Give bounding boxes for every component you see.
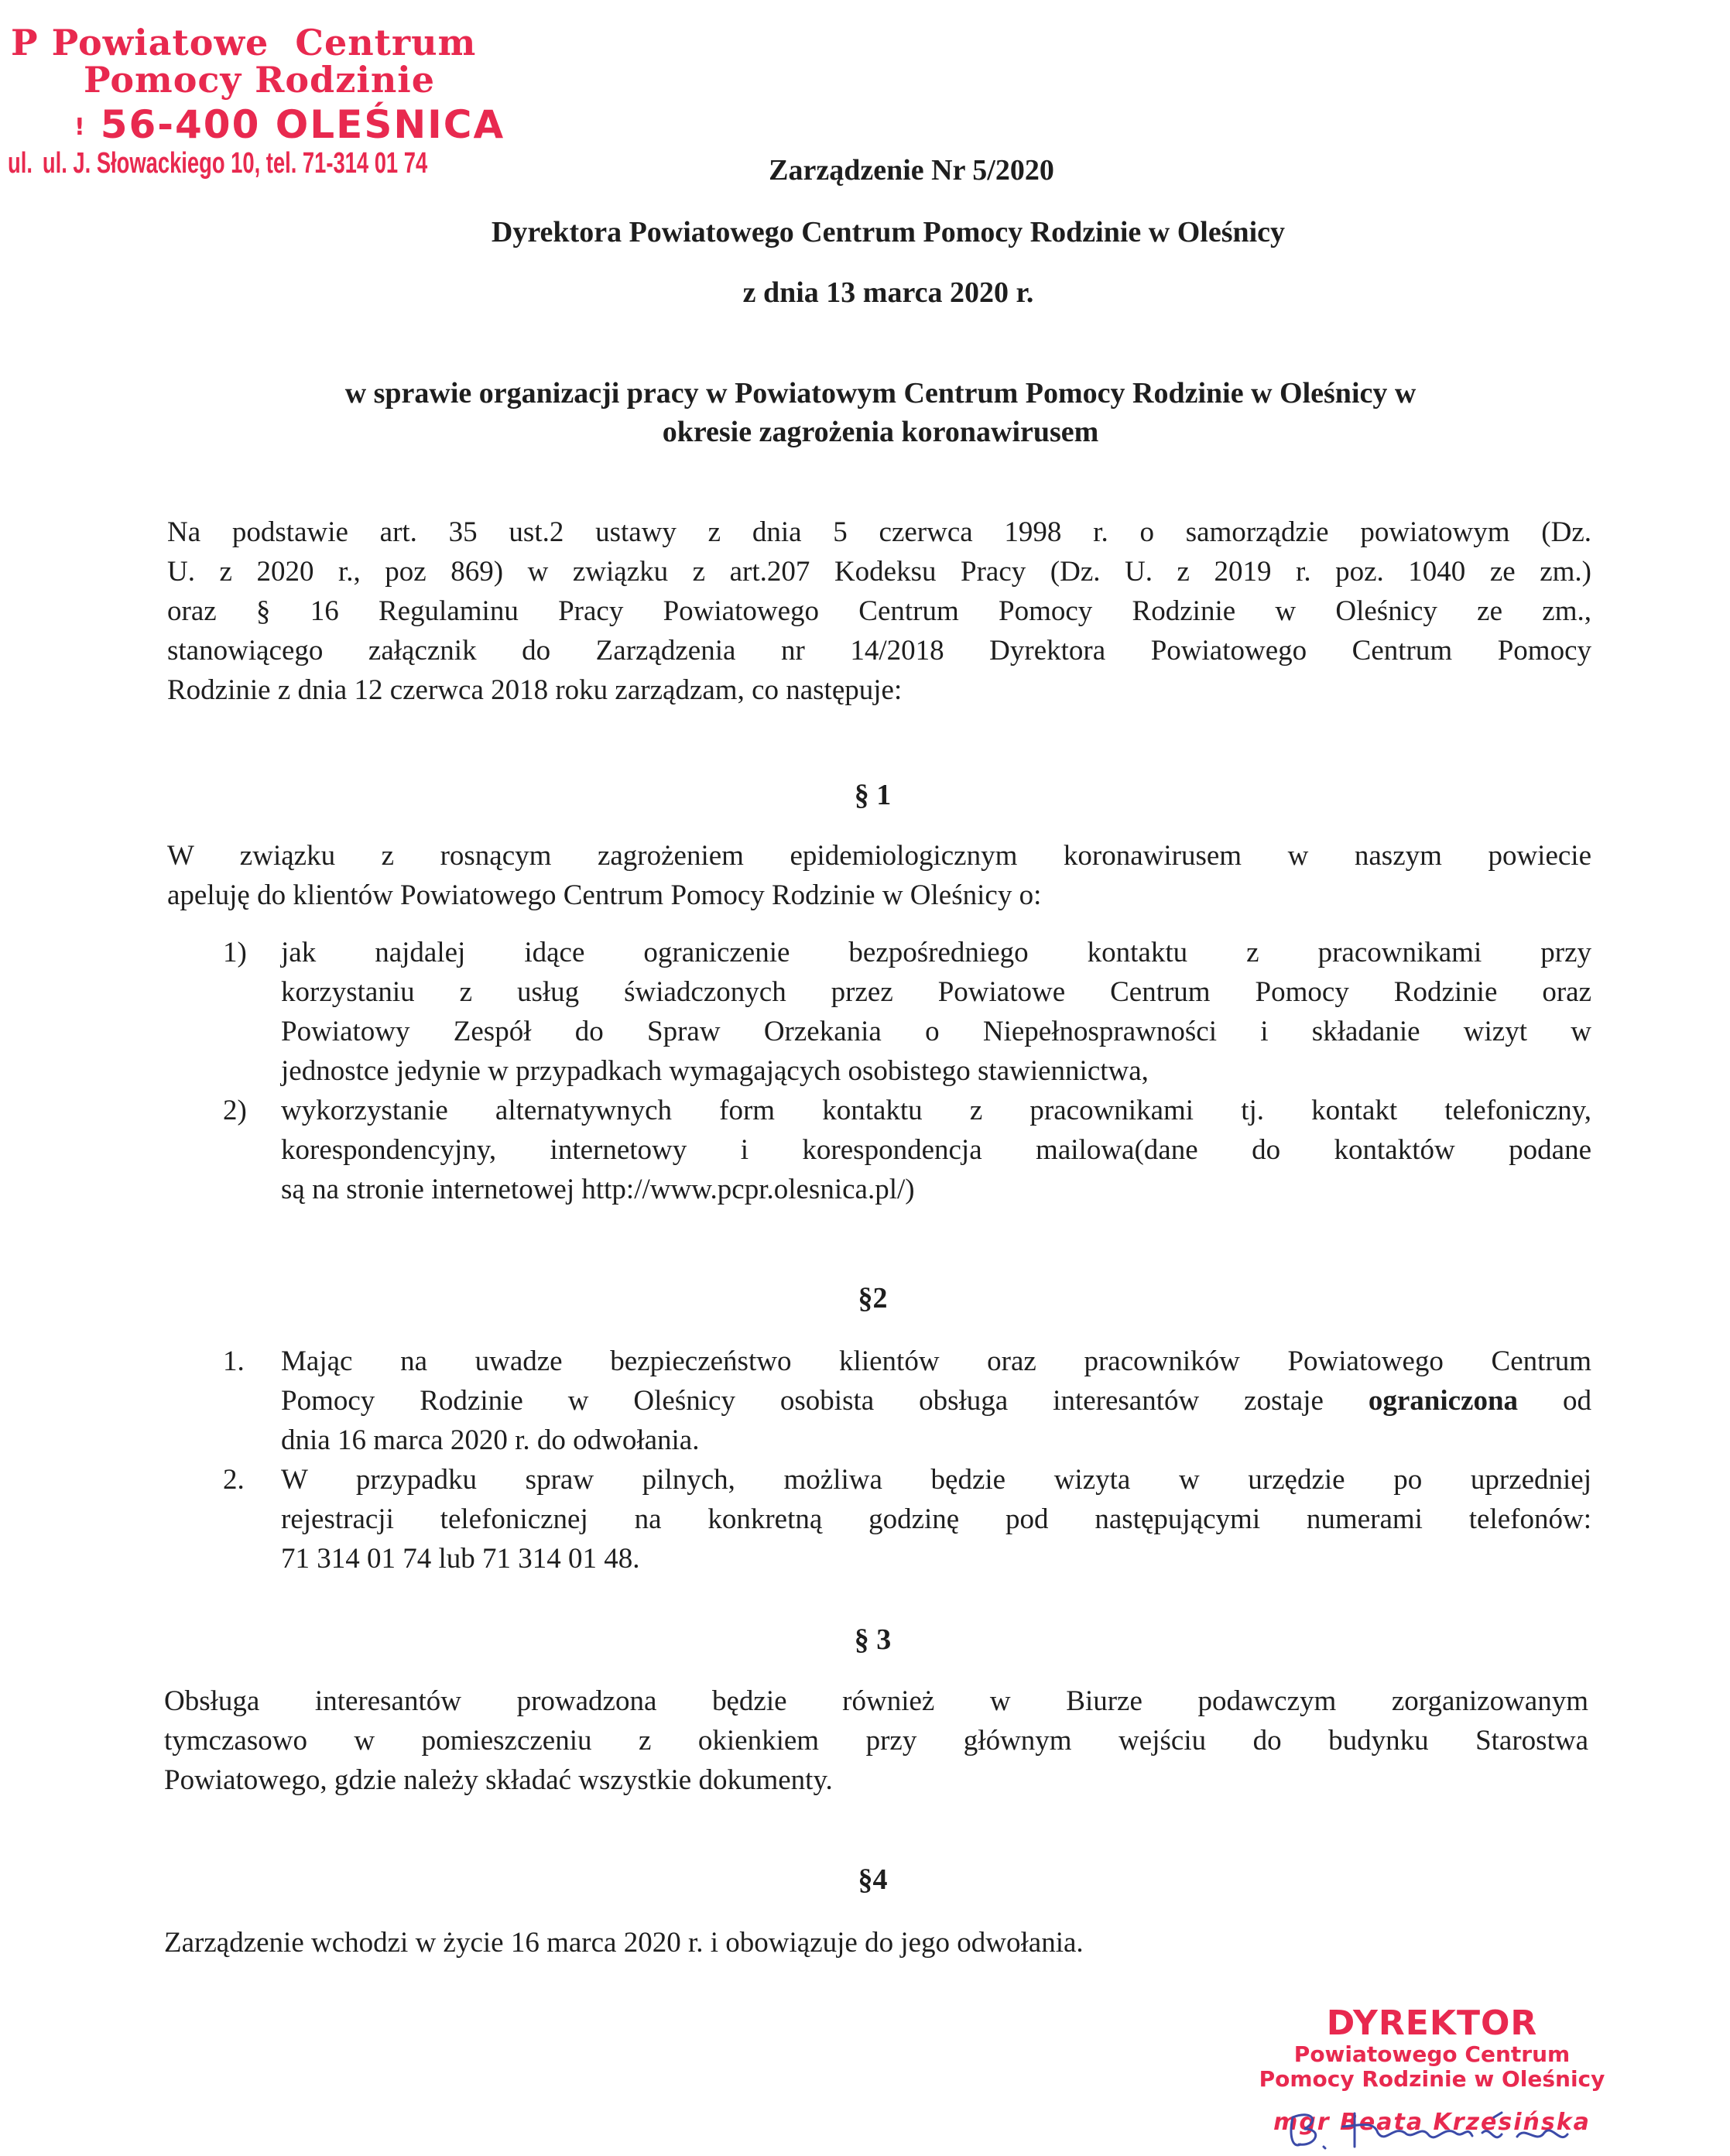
section-3-line: Powiatowego, gdzie należy składać wszystkie dokumenty.: [164, 1764, 833, 1796]
list-item-number: 1): [223, 937, 247, 968]
list-item-line: wykorzystanie alternatywnych form kontaktu z pracownikami tj. kontakt telefoniczny,: [281, 1095, 1591, 1126]
list-item-line-phones: 71 314 01 74 lub 71 314 01 48.: [281, 1543, 640, 1575]
document-subject-line-2: okresie zagrożenia koronawirusem: [662, 416, 1099, 448]
preamble-line: Na podstawie art. 35 ust.2 ustawy z dnia 5 czerwca 1998 r. o samorządzie powiatowym (Dz.: [167, 516, 1591, 548]
list-item-number: 2): [223, 1095, 247, 1126]
document-issuer: Dyrektora Powiatowego Centrum Pomocy Rodzinie w Oleśnicy: [491, 216, 1286, 249]
list-item-number: 2.: [223, 1464, 245, 1496]
list-item-line: W przypadku spraw pilnych, możliwa będzie wizyta w urzędzie po uprzedniej: [281, 1464, 1591, 1496]
preamble: [167, 512, 1591, 710]
list-item-number: 1.: [223, 1345, 245, 1377]
list-item: [223, 933, 1591, 1091]
section-2-list: [223, 1342, 1591, 1578]
section-4-line: Zarządzenie wchodzi w życie 16 marca 2020 r. i obowiązuje do jego odwołania.: [164, 1927, 1084, 1959]
list-item-line: [281, 1381, 1591, 1421]
section-1-intro: [167, 836, 1591, 915]
stamp-org-line-2: Pomocy Rodzinie w Oleśnicy: [1259, 2066, 1605, 2092]
preamble-line: stanowiącego załącznik do Zarządzenia nr 14/2018 Dyrektora Powiatowego Centrum Pomocy: [167, 635, 1591, 667]
section-4-heading: §4: [858, 1863, 888, 1896]
list-item-line: korespondencyjny, internetowy i korespondencja mailowa(dane do kontaktów podane: [281, 1134, 1591, 1166]
stamp-fragment: ul.: [8, 147, 33, 180]
preamble-line: oraz § 16 Regulaminu Pracy Powiatowego Centrum Pomocy Rodzinie w Oleśnicy ze zm.,: [167, 595, 1591, 627]
list-item-line: rejestracji telefonicznej na konkretną godzinę pod następującymi numerami telefonów:: [281, 1503, 1591, 1535]
emphasis-restricted: ograniczona: [1368, 1385, 1519, 1417]
section-3-line: tymczasowo w pomieszczeniu z okienkiem przy głównym wejściu do budynku Starostwa: [164, 1725, 1588, 1757]
list-item-line: jednostce jedynie w przypadkach wymagających osobistego stawiennictwa,: [281, 1055, 1149, 1087]
document-date: z dnia 13 marca 2020 r.: [742, 276, 1034, 309]
stamp-city: 56-400 OLEŚNICA: [100, 102, 505, 147]
stamp-director-title: DYREKTOR: [1326, 2003, 1538, 2043]
section-4-text: [164, 1923, 1588, 1962]
list-item-line: dnia 16 marca 2020 r. do odwołania.: [281, 1424, 700, 1456]
list-item-line: Powiatowy Zespół do Spraw Orzekania o Niepełnosprawności i składanie wizyt w: [281, 1016, 1591, 1047]
text-span: Pomocy Rodzinie w Oleśnicy osobista obsługa interesantów zostaje: [281, 1385, 1324, 1417]
list-item-line-with-link: są na stronie internetowej http://www.pcpr.olesnica.pl/): [281, 1174, 915, 1205]
section-3-heading: § 3: [854, 1623, 892, 1656]
section-1-list: [223, 933, 1591, 1209]
stamp-address: ul. J. Słowackiego 10, tel. 71-314 01 74: [42, 147, 428, 180]
section-3-line: Obsługa interesantów prowadzona będzie również w Biurze podawczym zorganizowanym: [164, 1685, 1588, 1717]
stamp-line-3: [74, 102, 505, 147]
stamp-fragment: !: [74, 114, 87, 141]
section-1-intro-line: W związku z rosnącym zagrożeniem epidemiologicznym koronawirusem w naszym powiecie: [167, 840, 1591, 872]
section-1-heading: § 1: [854, 779, 892, 811]
document-title: Zarządzenie Nr 5/2020: [769, 154, 1054, 187]
list-item: [223, 1091, 1591, 1209]
section-1-intro-line: apeluję do klientów Powiatowego Centrum Pomocy Rodzinie w Oleśnicy o:: [167, 879, 1042, 911]
list-item-line: korzystaniu z usług świadczonych przez Powiatowe Centrum Pomocy Rodzinie oraz: [281, 976, 1591, 1008]
section-3-text: [164, 1681, 1588, 1800]
document-subject-line-1: w sprawie organizacji pracy w Powiatowym Centrum Pomocy Rodzinie w Oleśnicy w: [344, 377, 1417, 410]
stamp-line-1: [11, 22, 476, 63]
stamp-org-name: Powiatowe Centrum: [51, 22, 477, 63]
handwritten-signature-icon: [1269, 2102, 1595, 2156]
list-item-line: jak najdalej idące ograniczenie bezpośredniego kontaktu z pracownikami przy: [281, 937, 1591, 968]
list-item: [223, 1460, 1591, 1578]
preamble-line: U. z 2020 r., poz 869) w związku z art.207 Kodeksu Pracy (Dz. U. z 2019 r. poz. 1040 ze zm.): [167, 556, 1591, 588]
stamp-line-2: Pomocy Rodzinie: [84, 59, 435, 101]
list-item: [223, 1342, 1591, 1460]
stamp-fragment: P: [11, 22, 39, 63]
section-2-heading: §2: [858, 1282, 888, 1315]
text-span: od: [1563, 1385, 1592, 1417]
preamble-line: Rodzinie z dnia 12 czerwca 2018 roku zarządzam, co następuje:: [167, 674, 903, 706]
list-item-line: Mając na uwadze bezpieczeństwo klientów oraz pracowników Powiatowego Centrum: [281, 1345, 1591, 1377]
stamp-org-line-1: Powiatowego Centrum: [1293, 2041, 1571, 2067]
stamp-director-name: mgr Beata Krzesińska: [1273, 2109, 1591, 2136]
